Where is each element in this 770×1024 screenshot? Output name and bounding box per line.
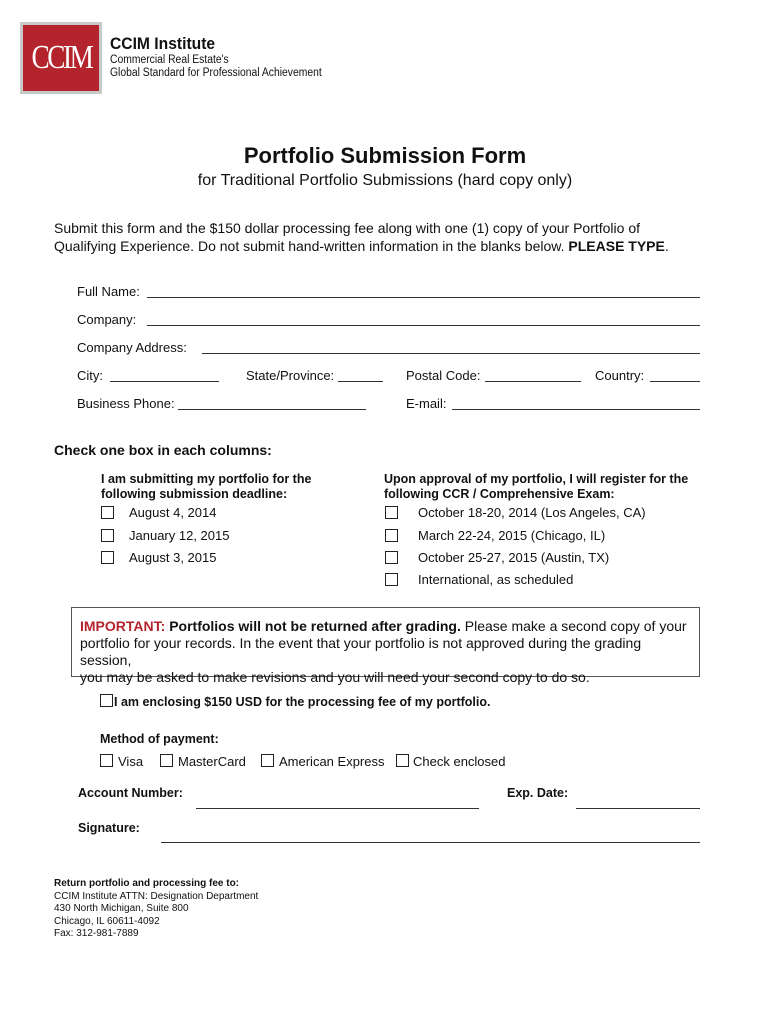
full-name-label: Full Name: xyxy=(77,284,140,299)
ccim-logo xyxy=(20,22,102,94)
logo-tagline-2: Global Standard for Professional Achievement xyxy=(110,67,322,79)
exam-option-4: International, as scheduled xyxy=(418,572,574,587)
exam-option-2: March 22-24, 2015 (Chicago, IL) xyxy=(418,528,606,543)
return-address xyxy=(54,878,258,941)
company-field[interactable] xyxy=(147,325,700,326)
exp-date-field[interactable] xyxy=(576,808,700,809)
exam-heading-line-2: following CCR / Comprehensive Exam: xyxy=(384,487,615,501)
company-address-label: Company Address: xyxy=(77,340,187,355)
exp-date-label: Exp. Date: xyxy=(507,786,569,800)
company-address-field[interactable] xyxy=(202,353,700,354)
important-line-3: you may be asked to make revisions and you will need your second copy to do so. xyxy=(80,669,590,685)
signature-field[interactable] xyxy=(161,842,700,843)
intro-text: Submit this form and the $150 dollar processing fee along with one (1) copy of your Portfolio of Qualifying Experience. Do not submit hand-written information in the blanks below. xyxy=(54,220,640,254)
exam-checkbox-1[interactable] xyxy=(385,506,398,519)
deadline-heading-line-1: I am submitting my portfolio for the xyxy=(101,472,312,486)
intro-emphasis: PLEASE TYPE xyxy=(568,238,665,254)
fee-checkbox[interactable] xyxy=(100,694,113,707)
important-notice xyxy=(71,607,700,685)
city-field[interactable] xyxy=(110,381,219,382)
deadline-checkbox-1[interactable] xyxy=(101,506,114,519)
return-line-4: Fax: 312-981-7889 xyxy=(54,928,139,939)
deadline-option-2: January 12, 2015 xyxy=(129,528,230,543)
logo-name: CCIM Institute xyxy=(110,34,216,53)
company-label: Company: xyxy=(77,312,137,327)
deadline-heading-line-2: following submission deadline: xyxy=(101,487,288,501)
exam-checkbox-4[interactable] xyxy=(385,573,398,586)
deadline-option-1: August 4, 2014 xyxy=(129,505,217,520)
exam-column-heading xyxy=(384,472,688,502)
deadline-column-heading xyxy=(101,472,311,502)
exam-option-1: October 18-20, 2014 (Los Angeles, CA) xyxy=(418,505,646,520)
signature-label: Signature: xyxy=(78,821,140,835)
important-line-2: portfolio for your records. In the event that your portfolio is not approved during the grading session, xyxy=(80,635,642,668)
logo-tagline-1: Commercial Real Estate's xyxy=(110,54,229,66)
deadline-option-3: August 3, 2015 xyxy=(129,550,217,565)
phone-field[interactable] xyxy=(178,409,366,410)
country-label: Country: xyxy=(595,368,645,383)
amex-checkbox[interactable] xyxy=(261,754,274,767)
state-field[interactable] xyxy=(338,381,383,382)
return-line-2: 430 North Michigan, Suite 800 xyxy=(54,903,189,914)
check-enclosed-label: Check enclosed xyxy=(413,754,506,769)
postal-label: Postal Code: xyxy=(406,368,481,383)
postal-field[interactable] xyxy=(485,381,581,382)
account-number-field[interactable] xyxy=(196,808,479,809)
amex-label: American Express xyxy=(279,754,385,769)
email-field[interactable] xyxy=(452,409,700,410)
state-label: State/Province: xyxy=(246,368,335,383)
important-label: IMPORTANT: xyxy=(80,618,166,634)
payment-method-heading: Method of payment: xyxy=(100,732,219,746)
visa-checkbox[interactable] xyxy=(100,754,113,767)
deadline-checkbox-2[interactable] xyxy=(101,529,114,542)
exam-checkbox-3[interactable] xyxy=(385,551,398,564)
account-number-label: Account Number: xyxy=(78,786,183,800)
exam-heading-line-1: Upon approval of my portfolio, I will register for the xyxy=(384,472,689,486)
important-line-1 xyxy=(80,618,691,635)
check-enclosed-checkbox[interactable] xyxy=(396,754,409,767)
return-line-1: CCIM Institute ATTN: Designation Department xyxy=(54,890,259,902)
important-rest: Please make a second copy of your xyxy=(460,618,687,634)
return-line-3: Chicago, IL 60611-4092 xyxy=(54,915,160,927)
city-label: City: xyxy=(77,368,103,383)
deadline-checkbox-3[interactable] xyxy=(101,551,114,564)
form-title: Portfolio Submission Form xyxy=(243,143,527,168)
important-bold-text: Portfolios will not be returned after grading. xyxy=(169,618,461,634)
fee-statement: I am enclosing $150 USD for the processing fee of my portfolio. xyxy=(114,695,491,709)
intro-paragraph xyxy=(54,219,694,255)
mastercard-label: MasterCard xyxy=(178,754,246,769)
country-field[interactable] xyxy=(650,381,700,382)
phone-label: Business Phone: xyxy=(77,396,175,411)
full-name-field[interactable] xyxy=(147,297,700,298)
exam-checkbox-2[interactable] xyxy=(385,529,398,542)
email-label: E-mail: xyxy=(406,396,447,411)
mastercard-checkbox[interactable] xyxy=(160,754,173,767)
check-heading: Check one box in each columns: xyxy=(54,442,272,458)
form-subtitle: for Traditional Portfolio Submissions (hard copy only) xyxy=(197,172,573,189)
logo-mark: CCIM xyxy=(31,39,91,76)
exam-option-3: October 25-27, 2015 (Austin, TX) xyxy=(418,550,610,565)
return-heading: Return portfolio and processing fee to: xyxy=(54,878,240,889)
intro-end: . xyxy=(664,238,669,254)
visa-label: Visa xyxy=(118,754,144,769)
